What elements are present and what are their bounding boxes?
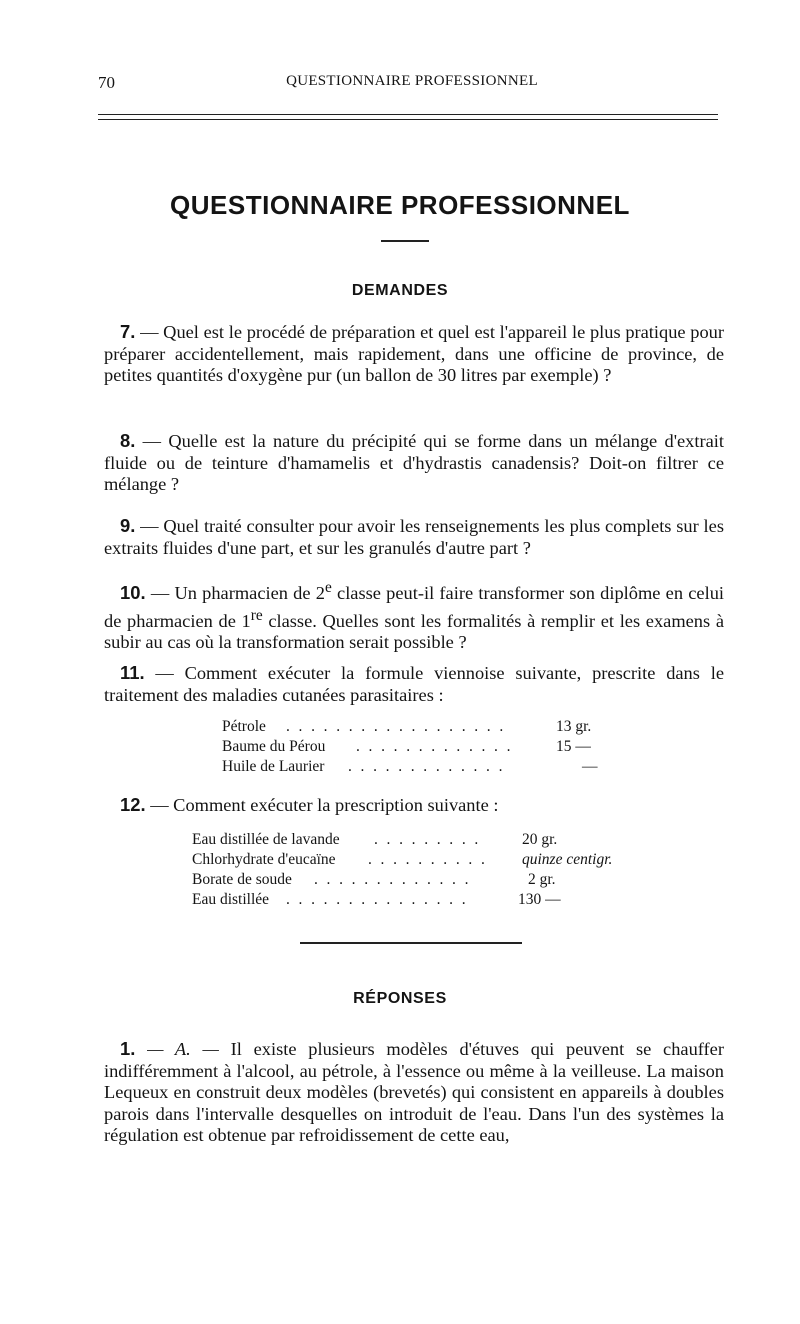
ingredient-name: Borate de soude (192, 871, 292, 888)
leader-dots: . . . . . . . . . . (368, 851, 488, 868)
leader-dots: . . . . . . . . . . . . . (314, 871, 471, 888)
answer-number: 1. (120, 1038, 136, 1059)
question-7 (104, 321, 724, 387)
ingredient-quantity: 15 — (556, 738, 591, 755)
recipe-row (222, 757, 642, 777)
question-number: 9. (120, 515, 136, 536)
leader-dots: . . . . . . . . . . . . . . . (286, 891, 468, 908)
question-number: 7. (120, 321, 136, 342)
ingredient-name: Huile de Laurier (222, 758, 325, 775)
recipe-viennoise (222, 717, 642, 777)
running-head (98, 73, 726, 99)
question-text: — Comment exécuter la formule viennoise suivante, prescrite dans le traitement des maladies cutanées parasitaires : (104, 663, 724, 705)
question-text-part-c: classe. Quelles sont les formalités à remplir et les examens à subir au cas où la transformation serait possible ? (104, 610, 724, 653)
running-title: QUESTIONNAIRE PROFESSIONNEL (286, 73, 538, 89)
ingredient-name: Eau distillée (192, 891, 270, 908)
question-text: — Quel est le procédé de préparation et quel est l'appareil le plus pratique pour préparer accidentellement, mais rapidement, dans une officine de province, de petites quantités d'oxygène pur (un ballon de 30 litres par exemple) ? (104, 322, 724, 385)
ingredient-quantity: 2 gr. (528, 871, 556, 888)
ingredient-quantity: 20 gr. (522, 831, 558, 848)
leader-dots: . . . . . . . . . . . . . . . . . . (286, 718, 506, 735)
question-11 (104, 662, 724, 706)
question-text-part-b: classe peut-il faire transformer son diplôme en celui de pharmacien de 1 (104, 583, 724, 631)
answer-label: — A. — (147, 1039, 219, 1059)
ingredient-name: Eau distillée de lavande (192, 831, 340, 848)
header-rule-upper (98, 114, 718, 115)
leader-dots: . . . . . . . . . . . . . (356, 738, 513, 755)
question-text: — Quel traité consulter pour avoir les renseignements les plus complets sur les extraits fluides d'une part, et sur les granulés d'autre part ? (104, 516, 724, 558)
recipe-row (192, 890, 652, 910)
question-number: 12. (120, 794, 146, 815)
question-text: — Comment exécuter la prescription suivante : (150, 795, 499, 815)
ingredient-quantity: — (582, 758, 598, 775)
question-12 (104, 794, 724, 817)
question-text-part-a: — Un pharmacien de 2 (150, 583, 325, 604)
recipe-prescription (192, 830, 652, 910)
question-number: 11. (120, 662, 145, 683)
question-number: 8. (120, 430, 136, 451)
answer-text: Il existe plusieurs modèles d'étuves qui peuvent se chauffer indifféremment à l'alcool, au pétrole, à l'essence ou même à la veilleuse. La maison Lequeux en construit deux modèles (brevetés) qui consistent en appareils à doubles parois dans l'intervalle desquelles on introduit de l'eau. Dans l'un des systèmes la régulation est obtenue par refroidissement de cette eau, (104, 1039, 724, 1145)
header-rule-lower (98, 119, 718, 120)
recipe-row (222, 717, 642, 737)
question-8 (104, 430, 724, 496)
reponses-heading: RÉPONSES (353, 990, 447, 1007)
section-divider (300, 942, 522, 944)
ingredient-name: Baume du Pérou (222, 738, 326, 755)
ingredient-name: Pétrole (222, 718, 266, 735)
superscript-re: re (250, 606, 263, 624)
page-title: QUESTIONNAIRE PROFESSIONNEL (170, 190, 630, 220)
title-underline (381, 240, 429, 242)
recipe-row (192, 850, 652, 870)
question-text: — Quelle est la nature du précipité qui se forme dans un mélange d'extrait fluide ou de teinture d'hamamelis et d'hydrastis canadensis? Doit-on filtrer ce mélange ? (104, 431, 724, 494)
ingredient-quantity: 130 — (518, 891, 561, 908)
recipe-row (192, 830, 652, 850)
ingredient-name: Chlorhydrate d'eucaïne (192, 851, 336, 868)
recipe-row (192, 870, 652, 890)
ingredient-quantity: quinze centigr. (522, 851, 613, 868)
ingredient-quantity: 13 gr. (556, 718, 592, 735)
question-number: 10. (120, 582, 146, 604)
answer-1 (104, 1038, 724, 1147)
leader-dots: . . . . . . . . . . . . . (348, 758, 505, 775)
recipe-row (222, 737, 642, 757)
question-9 (104, 515, 724, 559)
demandes-heading: DEMANDES (351, 282, 449, 299)
question-10 (104, 577, 724, 654)
page-number: 70 (98, 73, 115, 92)
leader-dots: . . . . . . . . . (374, 831, 481, 848)
superscript-e: e (324, 579, 332, 596)
